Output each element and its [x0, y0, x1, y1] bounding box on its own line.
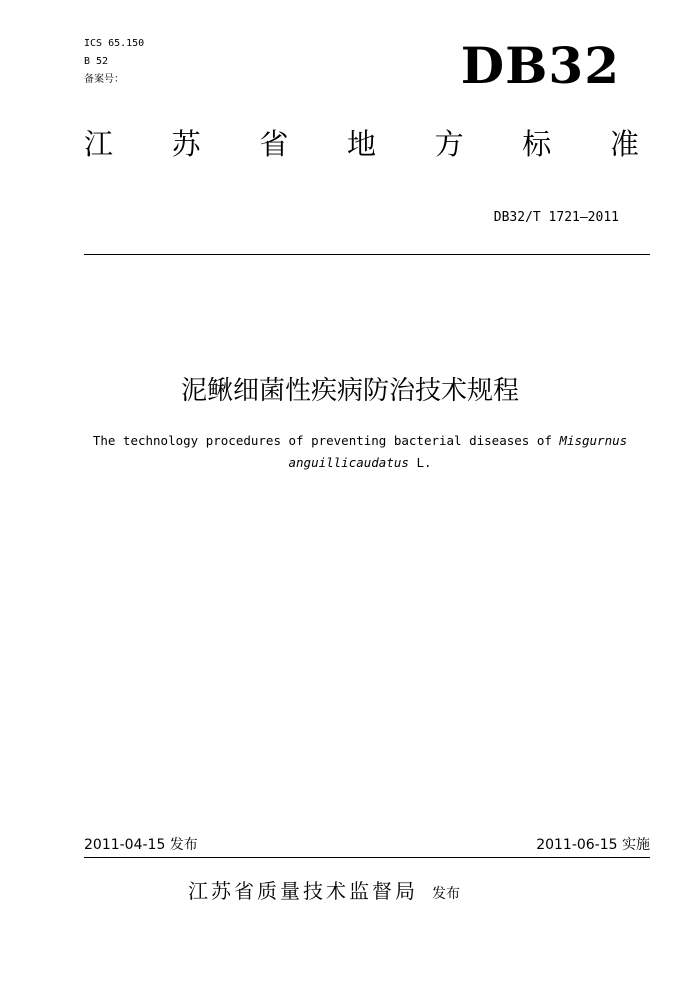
document-title-en: [70, 430, 650, 474]
species-author: L.: [408, 455, 432, 470]
classification-code: B 52: [84, 56, 109, 67]
standard-type-char: 省: [259, 127, 289, 161]
standard-type-char: 准: [609, 127, 639, 161]
standard-type-char: 地: [346, 127, 376, 161]
publish-date: 2011-04-15 发布: [84, 837, 198, 853]
issuer-suffix: 发布: [432, 886, 460, 902]
standard-type-heading: [84, 122, 639, 166]
top-divider: [84, 254, 650, 255]
standard-type-char: 标: [522, 127, 552, 161]
issuer-line: [188, 876, 460, 909]
issuer-name: 江苏省质量技术监督局: [188, 879, 418, 903]
standard-type-char: 苏: [171, 127, 201, 161]
db32-logo: DB32: [460, 36, 620, 95]
ics-code: ICS 65.150: [84, 38, 145, 49]
document-title-cn: 泥鳅细菌性疾病防治技术规程: [180, 376, 519, 406]
title-en-main: The technology procedures of preventing bacterial diseases of: [92, 433, 560, 448]
standard-type-char: 方: [434, 127, 464, 161]
species-epithet: anguillicaudatus: [288, 455, 409, 470]
standard-code: DB32/T 1721—2011: [493, 210, 619, 225]
implement-date: 2011-06-15 实施: [536, 837, 650, 853]
species-genus: Misgurnus: [559, 433, 628, 448]
standard-type-char: 江: [84, 127, 114, 161]
record-number-label: 备案号：: [84, 74, 124, 85]
bottom-divider: [84, 857, 650, 858]
